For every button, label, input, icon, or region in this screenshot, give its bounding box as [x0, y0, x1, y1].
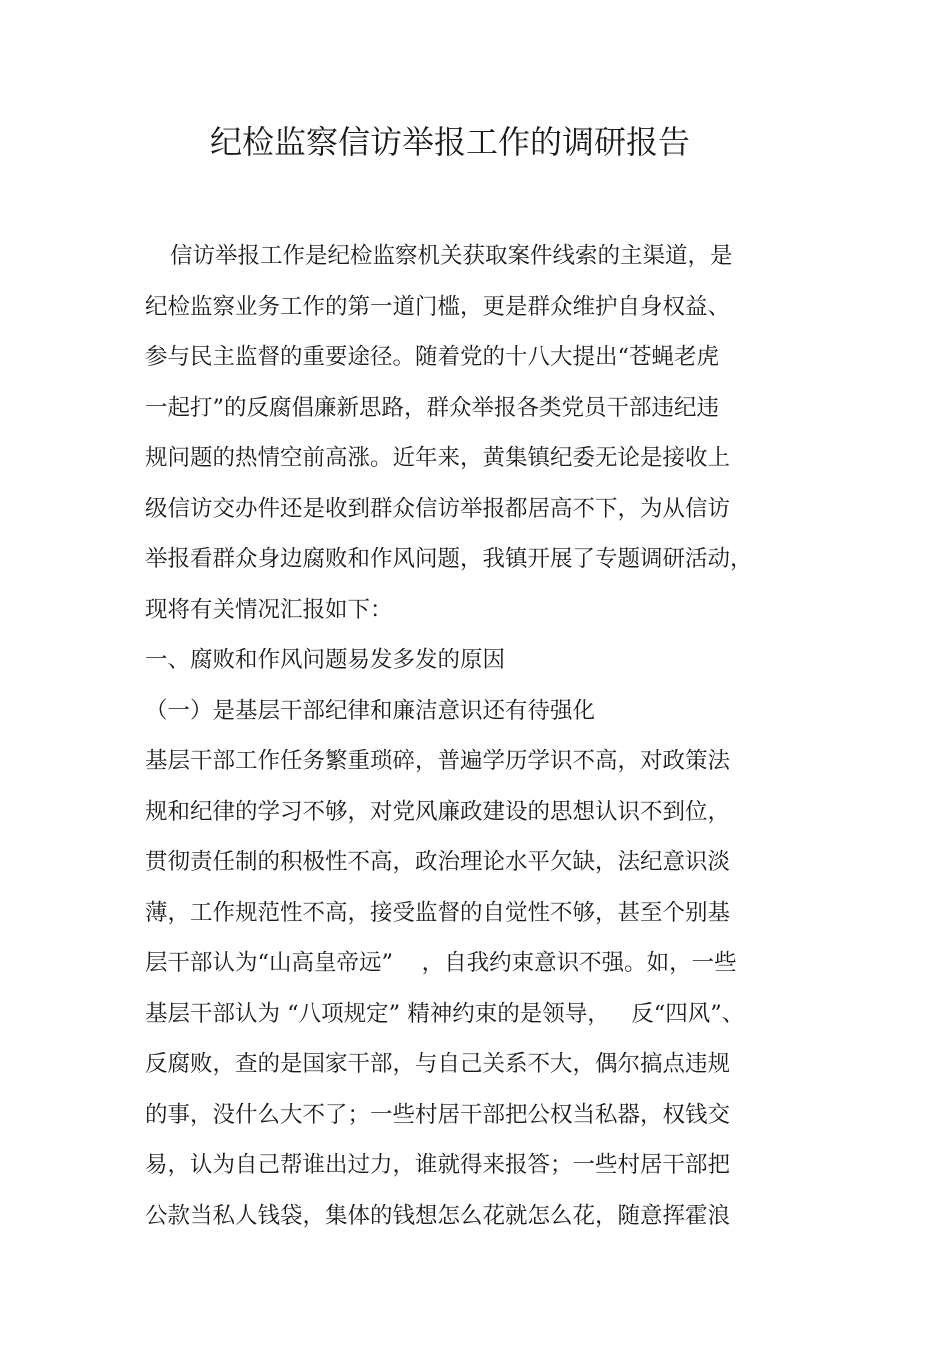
body-line: 参与民主监督的重要途径。随着党的十八大提出“苍蝇老虎 [145, 344, 720, 370]
body-line: 易，认为自己帮谁出过力，谁就得来报答；一些村居干部把 [145, 1152, 731, 1178]
body-line: 一起打”的反腐倡廉新思路，群众举报各类党员干部违纪违 [145, 394, 720, 421]
body-line: 举报看群众身边腐败和作风问题，我镇开展了专题调研活动， [145, 546, 753, 572]
body-line: 信访举报工作是纪检监察机关获取案件线索的主渠道，是 [170, 243, 733, 269]
body-line: 规问题的热情空前高涨。近年来，黄集镇纪委无论是接收上 [145, 445, 731, 471]
body-line: 层干部认为“山高皇帝远” ，自我约束意识不强。如，一些 [145, 950, 737, 976]
section-heading: 一、腐败和作风问题易发多发的原因 [145, 647, 506, 673]
body-line: 基层干部认为 “八项规定” 精神约束的是领导， 反“四风”、 [145, 1000, 745, 1027]
body-line: 反腐败，查的是国家干部，与自己关系不大，偶尔搞点违规 [145, 1051, 731, 1077]
body-line: 薄，工作规范性不高，接受监督的自觉性不够，甚至个别基 [145, 899, 731, 926]
body-line: 贯彻责任制的积极性不高，政治理论水平欠缺，法纪意识淡 [145, 849, 731, 875]
subsection-heading: （一）是基层干部纪律和廉洁意识还有待强化 [145, 697, 596, 724]
body-line: 现将有关情况汇报如下： [145, 596, 393, 623]
body-line: 基层干部工作任务繁重琐碎，普遍学历学识不高，对政策法 [145, 748, 731, 774]
body-line: 规和纪律的学习不够，对党风廉政建设的思想认识不到位， [145, 798, 731, 825]
body-line: 级信访交办件还是收到群众信访举报都居高不下，为从信访 [145, 495, 731, 522]
document-title: 纪检监察信访举报工作的调研报告 [209, 123, 690, 161]
body-line: 公款当私人钱袋，集体的钱想怎么花就怎么花，随意挥霍浪 [145, 1202, 731, 1229]
document-body [145, 234, 905, 1244]
body-line: 纪检监察业务工作的第一道门槛，更是群众维护自身权益、 [145, 293, 731, 320]
body-line: 的事，没什么大不了；一些村居干部把公权当私器，权钱交 [145, 1101, 731, 1128]
